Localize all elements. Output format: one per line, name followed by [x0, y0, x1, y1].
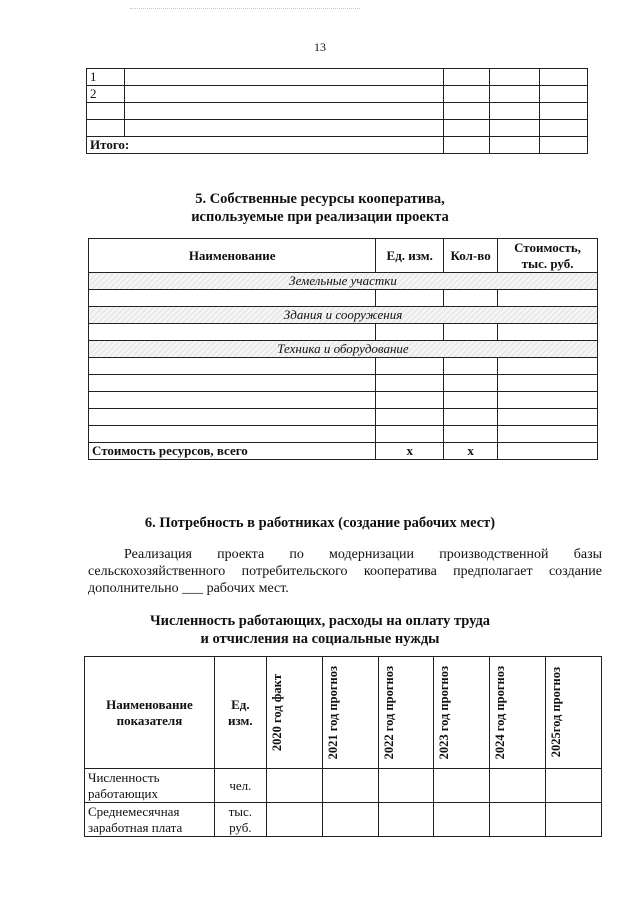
scan-artifact: [130, 8, 360, 13]
cell: [378, 769, 434, 803]
cell: [498, 392, 598, 409]
cell: [444, 103, 490, 120]
row-salary: Среднемесячная заработная плата: [85, 803, 215, 837]
cell: [540, 69, 588, 86]
cell: [490, 69, 540, 86]
resources-total-label: Стоимость ресурсов, всего: [89, 443, 376, 460]
cell: [444, 137, 490, 154]
cell: [376, 392, 444, 409]
cell: [89, 358, 376, 375]
cell: [434, 803, 490, 837]
group-buildings: Здания и сооружения: [89, 307, 598, 324]
cell: [444, 409, 498, 426]
resources-table: [88, 238, 598, 460]
cell: [376, 426, 444, 443]
total-qty: х: [444, 443, 498, 460]
group-land: Земельные участки: [89, 273, 598, 290]
cell: [89, 392, 376, 409]
col-indicator: Наименование показателя: [85, 657, 215, 769]
col-name: Наименование: [89, 239, 376, 273]
cell: [490, 120, 540, 137]
row-unit: тыс. руб.: [214, 803, 266, 837]
cell: [376, 324, 444, 341]
cell: [498, 324, 598, 341]
cell: [266, 769, 322, 803]
year-2024: [490, 657, 546, 769]
cell: [498, 409, 598, 426]
year-label: 2023 год прогноз: [437, 665, 452, 760]
cell: [540, 120, 588, 137]
cell: [89, 426, 376, 443]
row-number: 2: [87, 86, 125, 103]
year-label: 2020 год факт: [269, 673, 284, 752]
cell: [376, 290, 444, 307]
cell: [444, 392, 498, 409]
cell: [87, 103, 125, 120]
section6-subheading-line2: и отчисления на социальные нужды: [200, 631, 440, 647]
cell: [444, 426, 498, 443]
continued-table: [86, 68, 588, 154]
cell: [444, 375, 498, 392]
cell: [490, 137, 540, 154]
row-headcount: Численность работающих: [85, 769, 215, 803]
year-2022: [378, 657, 434, 769]
col-qty: Кол-во: [444, 239, 498, 273]
cell: [540, 103, 588, 120]
cell: [322, 803, 378, 837]
cell: [490, 803, 546, 837]
section6-heading: 6. Потребность в работниках (создание рабочих мест): [144, 515, 496, 531]
section6-subheading-line1: Численность работающих, расходы на оплату труда: [149, 613, 491, 629]
total-unit: х: [376, 443, 444, 460]
cell: [444, 324, 498, 341]
cell: [89, 290, 376, 307]
year-2020: [266, 657, 322, 769]
year-2025: [546, 657, 602, 769]
cell: [444, 69, 490, 86]
cell: [434, 769, 490, 803]
cell: [89, 409, 376, 426]
cell: [124, 103, 443, 120]
col-cost: Стоимость, тыс. руб.: [498, 239, 598, 273]
cell: [498, 443, 598, 460]
cell: [540, 137, 588, 154]
cell: [490, 86, 540, 103]
year-2021: [322, 657, 378, 769]
cell: [444, 86, 490, 103]
cell: [546, 803, 602, 837]
row-number: 1: [87, 69, 125, 86]
section5-heading-line1: 5. Собственные ресурсы кооператива,: [195, 191, 445, 207]
cell: [266, 803, 322, 837]
cell: [89, 324, 376, 341]
cell: [490, 769, 546, 803]
year-label: 2022 год прогноз: [381, 665, 396, 760]
year-label: 2021 год прогноз: [325, 665, 340, 760]
cell: [376, 375, 444, 392]
year-label: 2024 год прогноз: [493, 665, 508, 760]
cell: [376, 409, 444, 426]
cell: [498, 290, 598, 307]
cell: [124, 86, 443, 103]
year-2023: [434, 657, 490, 769]
cell: [378, 803, 434, 837]
page-number: 13: [314, 40, 326, 54]
cell: [87, 120, 125, 137]
cell: [444, 290, 498, 307]
cell: [376, 358, 444, 375]
cell: [498, 375, 598, 392]
col-unit: Ед. изм.: [376, 239, 444, 273]
cell: [124, 120, 443, 137]
cell: [444, 120, 490, 137]
year-label: 2025год прогноз: [549, 667, 564, 758]
cell: [89, 375, 376, 392]
cell: [124, 69, 443, 86]
cell: [546, 769, 602, 803]
cell: [490, 103, 540, 120]
cell: [444, 358, 498, 375]
total-label: Итого:: [87, 137, 444, 154]
row-unit: чел.: [214, 769, 266, 803]
cell: [498, 426, 598, 443]
workforce-table: [84, 656, 602, 837]
cell: [540, 86, 588, 103]
cell: [322, 769, 378, 803]
cell: [498, 358, 598, 375]
group-equipment: Техника и оборудование: [89, 341, 598, 358]
section5-heading-line2: используемые при реализации проекта: [191, 209, 449, 225]
section6-paragraph: Реализация проекта по модернизации производственной базы сельскохозяйственного потребительского кооператива предполагает создание дополнительно ___ рабочих мест.: [88, 547, 602, 596]
col-unit: Ед. изм.: [214, 657, 266, 769]
